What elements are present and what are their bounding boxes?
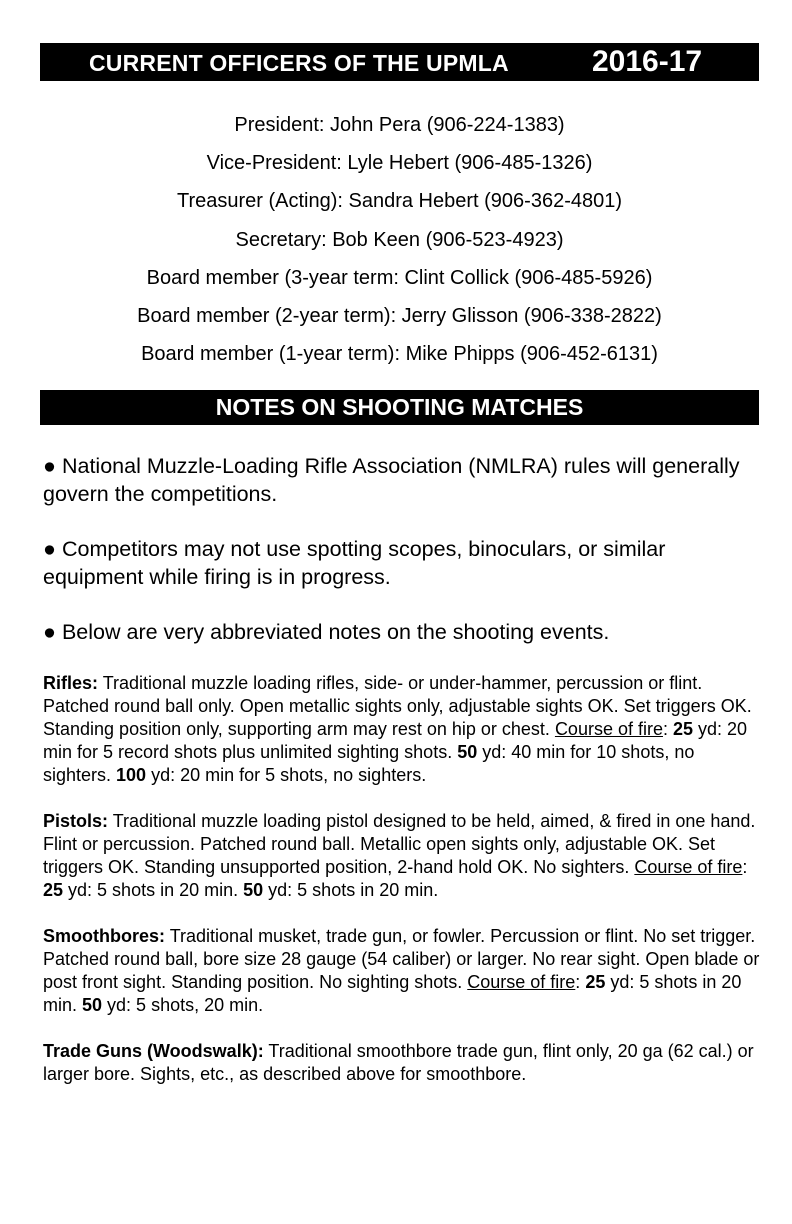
event-rifles-name: Rifles:: [43, 673, 99, 693]
notes-header-banner: [40, 390, 759, 425]
event-smoothbores-text: Traditional musket, trade gun, or fowler. Percussion or flint. No set trigger. Patched round ball, bore size 28 gauge (54 caliber) or larger. No rear sight. Open blade or post front sight. Standing position. No sighting shots.: [43, 926, 760, 992]
event-smoothbores-course-label: Course of fire: [467, 972, 576, 992]
officers-list: [40, 106, 759, 373]
event-pistols: [43, 810, 761, 902]
events-section: [43, 672, 761, 1109]
event-rifles-course-50: yd: 40 min for 10 shots, no sighters.: [43, 742, 695, 785]
officers-header-banner: [40, 43, 759, 81]
event-rifles-distance-25: 25: [673, 719, 694, 739]
event-smoothbores: [43, 925, 761, 1017]
event-rifles-distance-100: 100: [116, 765, 147, 785]
event-smoothbores-course-sep: :: [575, 972, 586, 992]
event-pistols-course-25: yd: 5 shots in 20 min.: [63, 880, 244, 900]
event-smoothbores-distance-25: 25: [585, 972, 606, 992]
event-rifles-text: Traditional muzzle loading rifles, side- or under-hammer, percussion or flint. Patched round ball only. Open metallic sights only, adjustable sights OK. Set triggers OK. Standing position only, supporting arm may rest on hip or chest.: [43, 673, 752, 739]
event-pistols-name: Pistols:: [43, 811, 109, 831]
notes-bullet-list: [43, 452, 755, 673]
bullet-nmlra-rules: ● National Muzzle-Loading Rifle Association (NMLRA) rules will generally govern the competitions.: [43, 454, 740, 506]
event-pistols-distance-50: 50: [243, 880, 264, 900]
officers-header-year: 2016-17: [592, 45, 703, 78]
bullet-abbreviated-notes: ● Below are very abbreviated notes on the shooting events.: [43, 620, 610, 644]
event-smoothbores-name: Smoothbores:: [43, 926, 166, 946]
event-trade-guns: [43, 1040, 761, 1086]
event-trade-guns-text: Traditional smoothbore trade gun, flint only, 20 ga (62 cal.) or larger bore. Sights, etc., as described above for smoothbore.: [43, 1041, 754, 1084]
officer-vice-president: Vice-President: Lyle Hebert (906-485-1326): [206, 152, 593, 175]
event-trade-guns-name: Trade Guns (Woodswalk):: [43, 1041, 264, 1061]
event-rifles-course-25: yd: 20 min for 5 record shots plus unlimited sighting shots.: [43, 719, 748, 762]
event-rifles-distance-50: 50: [457, 742, 478, 762]
officer-board-3yr: Board member (3-year term: Clint Collick (906-485-5926): [146, 266, 653, 289]
event-smoothbores-course-25: yd: 5 shots in 20 min.: [43, 972, 742, 1015]
event-rifles-course-100: yd: 20 min for 5 shots, no sighters.: [146, 765, 427, 785]
officer-board-1yr: Board member (1-year term): Mike Phipps (906-452-6131): [141, 343, 658, 366]
officer-secretary: Secretary: Bob Keen (906-523-4923): [235, 228, 564, 251]
event-rifles-course-label: Course of fire: [554, 719, 663, 739]
officers-header-title: CURRENT OFFICERS OF THE UPMLA: [89, 50, 509, 76]
event-pistols-distance-25: 25: [43, 880, 64, 900]
officer-treasurer: Treasurer (Acting): Sandra Hebert (906-362-4801): [176, 190, 623, 213]
event-pistols-text: Traditional muzzle loading pistol designed to be held, aimed, & fired in one hand. Flint or percussion. Patched round ball. Metallic open sights only, adjustable OK. Set triggers OK. Standing unsupported position, 2-hand hold OK. No sighters.: [43, 811, 756, 877]
event-pistols-course-label: Course of fire: [634, 857, 743, 877]
event-smoothbores-course-50: yd: 5 shots, 20 min.: [102, 995, 264, 1015]
event-smoothbores-distance-50: 50: [82, 995, 103, 1015]
bullet-spotting-scopes: ● Competitors may not use spotting scopes, binoculars, or similar equipment while firing is in progress.: [43, 537, 666, 589]
officer-board-2yr: Board member (2-year term): Jerry Glisson (906-338-2822): [137, 305, 662, 328]
notes-header-title: NOTES ON SHOOTING MATCHES: [215, 394, 584, 420]
officer-president: President: John Pera (906-224-1383): [234, 114, 565, 136]
event-rifles-course-sep: :: [662, 719, 673, 739]
event-pistols-course-sep: :: [742, 857, 748, 877]
event-pistols-course-50: yd: 5 shots in 20 min.: [263, 880, 439, 900]
event-rifles: [43, 672, 761, 787]
